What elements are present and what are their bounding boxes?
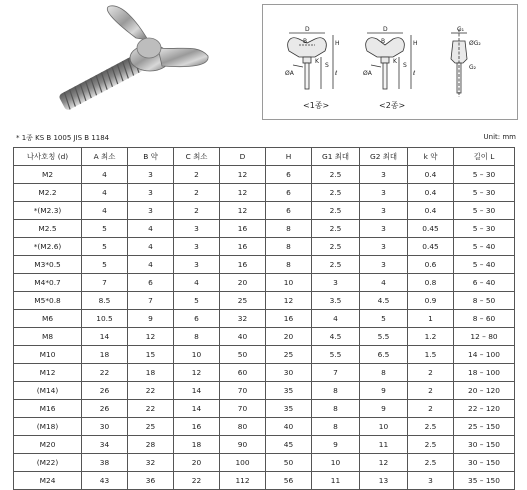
- table-cell: M8: [14, 328, 82, 346]
- table-cell: 35 – 150: [454, 472, 515, 490]
- table-cell: M2.5: [14, 220, 82, 238]
- table-cell: 8: [266, 256, 312, 274]
- table-cell: (M18): [14, 418, 82, 436]
- table-cell: 10: [266, 274, 312, 292]
- table-cell: 18: [82, 346, 128, 364]
- dim-da2-label: ØA: [363, 70, 372, 77]
- table-cell: 26: [82, 382, 128, 400]
- table-row: [14, 256, 515, 274]
- table-row: [14, 166, 515, 184]
- header-cell: C 최소: [174, 148, 220, 166]
- table-cell: 8: [312, 382, 360, 400]
- table-cell: 34: [82, 436, 128, 454]
- table-cell: 20: [174, 454, 220, 472]
- table-cell: 3: [360, 166, 408, 184]
- table-cell: 8: [266, 238, 312, 256]
- table-cell: 8: [360, 364, 408, 382]
- table-cell: 16: [220, 220, 266, 238]
- table-cell: 3: [360, 202, 408, 220]
- table-cell: 8: [312, 400, 360, 418]
- table-cell: 6: [128, 274, 174, 292]
- table-cell: 22: [128, 400, 174, 418]
- table-cell: 3: [360, 184, 408, 202]
- table-row: [14, 364, 515, 382]
- table-cell: M12: [14, 364, 82, 382]
- table-cell: 4.5: [312, 328, 360, 346]
- unit-label: Unit: mm: [483, 133, 516, 141]
- dim-h-label: H: [335, 40, 340, 47]
- table-cell: 45: [266, 436, 312, 454]
- table-cell: (M14): [14, 382, 82, 400]
- table-cell: 11: [312, 472, 360, 490]
- table-cell: 16: [220, 238, 266, 256]
- dim-d2-label: D: [383, 26, 388, 33]
- table-cell: 4: [82, 166, 128, 184]
- table-cell: 3: [128, 166, 174, 184]
- table-cell: 0.4: [408, 166, 454, 184]
- table-cell: 25: [220, 292, 266, 310]
- table-cell: 4: [312, 310, 360, 328]
- table-cell: M24: [14, 472, 82, 490]
- table-cell: 8 – 60: [454, 310, 515, 328]
- type2-caption: <2종>: [379, 101, 406, 110]
- header-cell: G2 최대: [360, 148, 408, 166]
- table-cell: 50: [266, 454, 312, 472]
- table-cell: 8.5: [82, 292, 128, 310]
- table-cell: 1: [408, 310, 454, 328]
- table-cell: 12: [128, 328, 174, 346]
- header-cell: G1 최대: [312, 148, 360, 166]
- table-cell: 20: [266, 328, 312, 346]
- table-cell: 50: [220, 346, 266, 364]
- table-cell: 112: [220, 472, 266, 490]
- table-cell: 2.5: [408, 454, 454, 472]
- table-cell: 13: [360, 472, 408, 490]
- table-row: [14, 292, 515, 310]
- table-row: [14, 454, 515, 472]
- table-cell: 5.5: [312, 346, 360, 364]
- table-cell: 30: [82, 418, 128, 436]
- table-cell: 14: [174, 400, 220, 418]
- table-row: [14, 202, 515, 220]
- table-row: [14, 346, 515, 364]
- table-cell: 9: [312, 436, 360, 454]
- table-cell: 6: [266, 202, 312, 220]
- table-cell: 15: [128, 346, 174, 364]
- table-row: [14, 400, 515, 418]
- table-cell: 90: [220, 436, 266, 454]
- table-cell: 3: [174, 256, 220, 274]
- table-cell: 3: [360, 256, 408, 274]
- table-cell: 0.6: [408, 256, 454, 274]
- table-cell: 36: [128, 472, 174, 490]
- table-cell: 38: [82, 454, 128, 472]
- table-cell: 9: [360, 400, 408, 418]
- dim-h2-label: H: [413, 40, 418, 47]
- table-cell: 2.5: [312, 256, 360, 274]
- table-cell: 3: [408, 472, 454, 490]
- table-cell: 2.5: [312, 238, 360, 256]
- dim-k-label: K: [315, 58, 319, 65]
- table-cell: 12: [220, 184, 266, 202]
- table-cell: 4: [82, 202, 128, 220]
- table-body: [14, 166, 515, 490]
- table-cell: 30 – 150: [454, 436, 515, 454]
- table-row: [14, 328, 515, 346]
- table-cell: 9: [128, 310, 174, 328]
- table-cell: 3: [360, 220, 408, 238]
- table-cell: 32: [220, 310, 266, 328]
- header-cell: B 약: [128, 148, 174, 166]
- table-cell: 2: [408, 400, 454, 418]
- header-cell: D: [220, 148, 266, 166]
- dim-k2-label: K: [393, 58, 397, 65]
- dim-g1-label: G₁: [457, 26, 465, 33]
- table-cell: M10: [14, 346, 82, 364]
- table-cell: 3.5: [312, 292, 360, 310]
- table-cell: 8 – 50: [454, 292, 515, 310]
- table-cell: 16: [266, 310, 312, 328]
- dim-da-label: ØA: [285, 70, 294, 77]
- table-cell: 2: [408, 364, 454, 382]
- table-cell: 16: [174, 418, 220, 436]
- dim-l-label: ℓ: [335, 70, 338, 77]
- table-cell: 5 – 30: [454, 184, 515, 202]
- table-cell: 3: [174, 238, 220, 256]
- table-cell: 5: [82, 220, 128, 238]
- table-cell: 8: [266, 220, 312, 238]
- table-cell: *(M2.3): [14, 202, 82, 220]
- table-cell: 2.5: [312, 166, 360, 184]
- table-cell: 5 – 40: [454, 238, 515, 256]
- table-row: [14, 436, 515, 454]
- table-cell: 80: [220, 418, 266, 436]
- table-cell: 43: [82, 472, 128, 490]
- dim-s2-label: S: [403, 62, 407, 69]
- table-cell: 56: [266, 472, 312, 490]
- table-cell: 30: [266, 364, 312, 382]
- table-cell: 2: [174, 202, 220, 220]
- table-cell: 14: [174, 382, 220, 400]
- table-cell: M5*0.8: [14, 292, 82, 310]
- table-cell: 0.9: [408, 292, 454, 310]
- table-cell: 12 – 80: [454, 328, 515, 346]
- table-cell: 2: [174, 166, 220, 184]
- table-cell: 100: [220, 454, 266, 472]
- table-cell: 12: [360, 454, 408, 472]
- table-cell: 25 – 150: [454, 418, 515, 436]
- dim-s-label: S: [325, 62, 329, 69]
- table-cell: 70: [220, 400, 266, 418]
- table-cell: 4: [174, 274, 220, 292]
- table-cell: 10.5: [82, 310, 128, 328]
- table-cell: 12: [174, 364, 220, 382]
- table-cell: 5: [82, 238, 128, 256]
- dim-b2-label: B: [381, 38, 386, 45]
- table-cell: 0.4: [408, 184, 454, 202]
- table-cell: 22 – 120: [454, 400, 515, 418]
- table-cell: 4: [128, 220, 174, 238]
- table-cell: 3: [128, 202, 174, 220]
- table-cell: 14: [82, 328, 128, 346]
- table-cell: 2.5: [408, 418, 454, 436]
- table-cell: 5: [360, 310, 408, 328]
- table-cell: 32: [128, 454, 174, 472]
- table-cell: M4*0.7: [14, 274, 82, 292]
- table-cell: M2.2: [14, 184, 82, 202]
- standard-note: * 1종 KS B 1005 JIS B 1184: [16, 134, 110, 142]
- table-cell: 4: [128, 238, 174, 256]
- dim-b-label: B: [303, 38, 308, 45]
- table-cell: 14 – 100: [454, 346, 515, 364]
- table-cell: 40: [266, 418, 312, 436]
- table-cell: 20: [220, 274, 266, 292]
- header-cell: k 약: [408, 148, 454, 166]
- header-cell: 나사호칭 (d): [14, 148, 82, 166]
- table-cell: 3: [312, 274, 360, 292]
- wing-bolt-photo: [40, 0, 215, 128]
- table-cell: 4: [82, 184, 128, 202]
- table-cell: 26: [82, 400, 128, 418]
- dim-d-label: D: [305, 26, 310, 33]
- table-cell: 18 – 100: [454, 364, 515, 382]
- table-cell: 2.5: [312, 184, 360, 202]
- table-cell: 7: [128, 292, 174, 310]
- table-cell: 2: [174, 184, 220, 202]
- table-cell: 7: [312, 364, 360, 382]
- table-cell: 8: [174, 328, 220, 346]
- table-cell: 25: [266, 346, 312, 364]
- table-cell: 7: [82, 274, 128, 292]
- table-cell: M16: [14, 400, 82, 418]
- header-cell: 길이 L: [454, 148, 515, 166]
- table-cell: 5 – 30: [454, 220, 515, 238]
- dim-g2d-label: G₂: [469, 64, 477, 71]
- spec-table: [13, 147, 515, 490]
- table-cell: 18: [128, 364, 174, 382]
- header-cell: H: [266, 148, 312, 166]
- table-cell: 60: [220, 364, 266, 382]
- table-cell: 10: [360, 418, 408, 436]
- table-row: [14, 220, 515, 238]
- table-cell: 5 – 30: [454, 202, 515, 220]
- table-cell: 0.8: [408, 274, 454, 292]
- table-cell: 28: [128, 436, 174, 454]
- table-cell: 5: [82, 256, 128, 274]
- table-cell: M6: [14, 310, 82, 328]
- table-row: [14, 382, 515, 400]
- table-cell: 20 – 120: [454, 382, 515, 400]
- table-cell: (M22): [14, 454, 82, 472]
- table-cell: 10: [174, 346, 220, 364]
- dim-l2-label: ℓ: [413, 70, 416, 77]
- table-cell: 1.5: [408, 346, 454, 364]
- table-cell: 2.5: [312, 220, 360, 238]
- table-row: [14, 472, 515, 490]
- table-cell: M20: [14, 436, 82, 454]
- table-cell: 9: [360, 382, 408, 400]
- type1-caption: <1종>: [303, 101, 330, 110]
- table-cell: 2: [408, 382, 454, 400]
- table-row: [14, 238, 515, 256]
- table-cell: 6.5: [360, 346, 408, 364]
- table-cell: 0.4: [408, 202, 454, 220]
- table-cell: 35: [266, 400, 312, 418]
- table-cell: 22: [174, 472, 220, 490]
- table-cell: *(M2.6): [14, 238, 82, 256]
- table-row: [14, 310, 515, 328]
- table-cell: M3*0.5: [14, 256, 82, 274]
- table-cell: 12: [220, 166, 266, 184]
- table-cell: 3: [128, 184, 174, 202]
- table-row: [14, 274, 515, 292]
- table-row: [14, 184, 515, 202]
- table-cell: 5: [174, 292, 220, 310]
- table-cell: 3: [174, 220, 220, 238]
- table-cell: 16: [220, 256, 266, 274]
- table-cell: 6: [266, 184, 312, 202]
- table-cell: 0.45: [408, 238, 454, 256]
- dim-g2-label: ØG₂: [469, 40, 481, 47]
- table-cell: 10: [312, 454, 360, 472]
- table-cell: 6 – 40: [454, 274, 515, 292]
- table-cell: 4: [360, 274, 408, 292]
- table-cell: M2: [14, 166, 82, 184]
- table-cell: 5.5: [360, 328, 408, 346]
- table-cell: 25: [128, 418, 174, 436]
- table-cell: 8: [312, 418, 360, 436]
- table-cell: 12: [266, 292, 312, 310]
- table-cell: 2.5: [312, 202, 360, 220]
- table-cell: 22: [128, 382, 174, 400]
- table-row: [14, 418, 515, 436]
- table-cell: 18: [174, 436, 220, 454]
- table-cell: 12: [220, 202, 266, 220]
- table-cell: 1.2: [408, 328, 454, 346]
- table-cell: 2.5: [408, 436, 454, 454]
- table-cell: 11: [360, 436, 408, 454]
- table-cell: 5 – 40: [454, 256, 515, 274]
- table-cell: 6: [174, 310, 220, 328]
- table-cell: 70: [220, 382, 266, 400]
- technical-drawing-panel: [262, 4, 518, 120]
- table-cell: 22: [82, 364, 128, 382]
- table-cell: 35: [266, 382, 312, 400]
- table-cell: 40: [220, 328, 266, 346]
- table-cell: 4.5: [360, 292, 408, 310]
- table-cell: 4: [128, 256, 174, 274]
- table-cell: 3: [360, 238, 408, 256]
- table-cell: 30 – 150: [454, 454, 515, 472]
- table-cell: 0.45: [408, 220, 454, 238]
- header-cell: A 최소: [82, 148, 128, 166]
- table-cell: 5 – 30: [454, 166, 515, 184]
- table-header-row: [14, 148, 515, 166]
- table-cell: 6: [266, 166, 312, 184]
